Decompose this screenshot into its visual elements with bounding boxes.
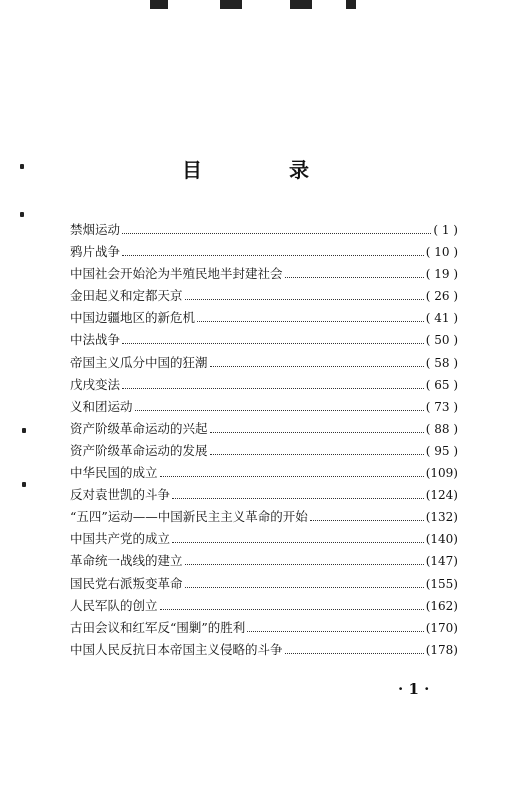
- toc-entry: [70, 330, 458, 352]
- toc-entry-page: (170): [425, 620, 458, 635]
- toc-entry-title: 资产阶级革命运动的兴起: [70, 420, 208, 436]
- dot-leader: [197, 314, 424, 323]
- toc-entry-page: ( 26 ): [425, 289, 458, 304]
- toc-entry: [70, 264, 458, 286]
- toc-entry-title: 中华民国的成立: [70, 465, 158, 481]
- dot-leader: [122, 248, 424, 257]
- dot-leader: [247, 623, 423, 632]
- toc-entry-page: ( 88 ): [425, 421, 458, 436]
- toc-entry-title: 人民军队的创立: [70, 597, 158, 613]
- toc-entry: [70, 529, 458, 551]
- toc-entry: [70, 353, 458, 375]
- scan-speck: [20, 212, 24, 217]
- dot-leader: [210, 358, 424, 367]
- toc-entry-page: (132): [425, 510, 458, 525]
- dot-leader: [122, 336, 424, 345]
- toc-entry: [70, 375, 458, 397]
- toc-entry: [70, 463, 458, 485]
- toc-entry-page: ( 58 ): [425, 355, 458, 370]
- toc-entry-page: ( 65 ): [425, 377, 458, 392]
- toc-entry-page: ( 1 ): [433, 223, 458, 237]
- toc-entry: [70, 286, 458, 308]
- dot-leader: [160, 469, 424, 478]
- toc-entry-title: 中国共产党的成立: [70, 531, 171, 547]
- toc-entry-title: 反对袁世凯的斗争: [70, 487, 171, 503]
- toc-entry-title: 国民党右派叛变革命: [70, 575, 183, 591]
- dot-leader: [285, 270, 424, 279]
- toc-entry-page: (140): [425, 532, 458, 547]
- toc-entry: [70, 242, 458, 264]
- toc-entry-page: ( 19 ): [425, 267, 458, 282]
- toc-entry: [70, 507, 458, 529]
- dot-leader: [185, 579, 424, 588]
- toc-entry: [70, 551, 458, 573]
- toc-entry-title: 戊戌变法: [70, 376, 121, 392]
- toc-entry: [70, 485, 458, 507]
- toc-entry-page: ( 73 ): [425, 399, 458, 414]
- toc-entry-title: 中法战争: [70, 332, 121, 348]
- toc-entry-page: (124): [425, 488, 458, 503]
- toc-entry: [70, 397, 458, 419]
- dot-leader: [210, 446, 424, 455]
- toc-entry-page: (162): [425, 598, 458, 613]
- toc-entry: [70, 574, 458, 596]
- toc-entry-title: 中国人民反抗日本帝国主义侵略的斗争: [70, 641, 283, 657]
- toc-entry-title: 鸦片战争: [70, 244, 121, 260]
- toc-entry: [70, 220, 458, 242]
- toc-entry-title: 中国社会开始沦为半殖民地半封建社会: [70, 266, 283, 282]
- toc-entry-title: 古田会议和红军反“围剿”的胜利: [70, 619, 246, 635]
- scan-speck: [22, 482, 26, 487]
- toc-entry: [70, 308, 458, 330]
- toc-entry-title: 革命统一战线的建立: [70, 553, 183, 569]
- toc-entry-title: 帝国主义瓜分中国的狂潮: [70, 354, 208, 370]
- toc-entry: [70, 419, 458, 441]
- toc-entry-title: 禁烟运动: [70, 222, 121, 237]
- toc-entry-page: ( 50 ): [425, 333, 458, 348]
- page-number: · 1 ·: [398, 680, 430, 698]
- dot-leader: [160, 601, 424, 610]
- dot-leader: [122, 380, 424, 389]
- toc-entry-page: (109): [425, 466, 458, 481]
- dot-leader: [210, 424, 424, 433]
- toc-entry: [70, 441, 458, 463]
- top-edge-marks: [150, 0, 370, 12]
- toc-entry-title: 资产阶级革命运动的发展: [70, 442, 208, 458]
- toc-entry-title: 中国边疆地区的新危机: [70, 310, 196, 326]
- toc-entry-title: 金田起义和定都天京: [70, 288, 183, 304]
- dot-leader: [185, 292, 424, 301]
- dot-leader: [310, 513, 424, 522]
- toc-entry: [70, 618, 458, 640]
- dot-leader: [185, 557, 424, 566]
- dot-leader: [172, 535, 424, 544]
- toc-entry: [70, 596, 458, 618]
- scan-speck: [22, 428, 26, 433]
- table-of-contents: [70, 220, 458, 662]
- page-title: 目 录: [182, 158, 349, 182]
- dot-leader: [122, 226, 431, 235]
- toc-entry-page: (147): [425, 554, 458, 569]
- toc-entry-page: ( 95 ): [425, 443, 458, 458]
- toc-entry-title: 义和团运动: [70, 398, 133, 414]
- toc-entry-page: ( 10 ): [425, 245, 458, 260]
- toc-entry-page: (155): [425, 576, 458, 591]
- dot-leader: [135, 402, 424, 411]
- toc-entry: [70, 640, 458, 662]
- toc-entry-page: (178): [425, 642, 458, 657]
- toc-entry-page: ( 41 ): [425, 311, 458, 326]
- dot-leader: [172, 491, 424, 500]
- dot-leader: [285, 645, 424, 654]
- toc-entry-title: “五四”运动——中国新民主主义革命的开始: [70, 509, 308, 525]
